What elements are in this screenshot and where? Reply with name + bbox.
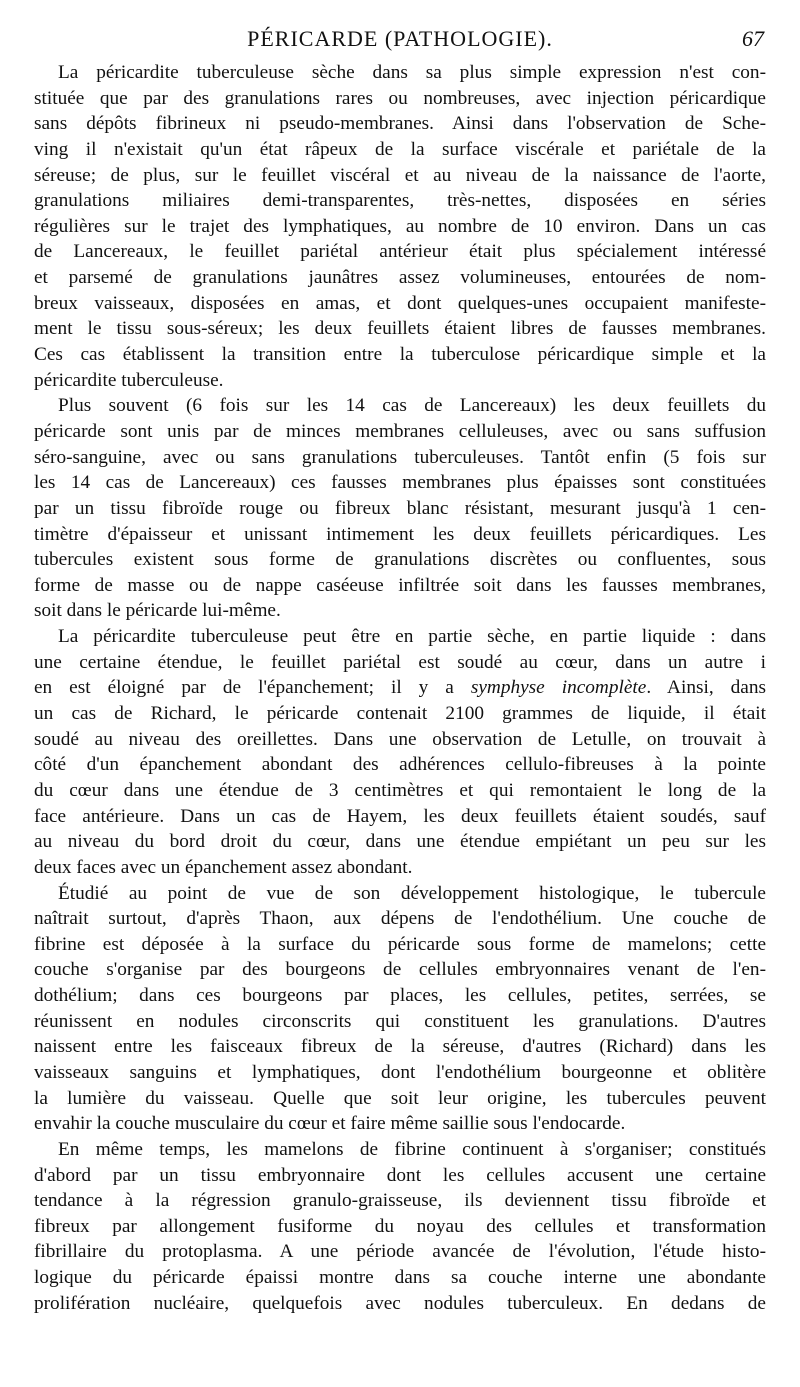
paragraph — [34, 881, 766, 1137]
text-line: fibrillaire du protoplasma. A une période avancée de l'évolution, l'étude histo- — [34, 1241, 766, 1263]
text-line: dothélium; dans ces bourgeons par places, les cellules, petites, serrées, se — [34, 985, 766, 1007]
text-line: par un tissu fibroïde rouge ou fibreux blanc résistant, mesurant jusqu'à 1 cen- — [34, 497, 766, 519]
paragraph — [34, 1137, 766, 1316]
text-line: tendance à la régression granulo-graisseuse, ils deviennent tissu fibroïde et — [34, 1190, 766, 1212]
text-line: envahir la couche musculaire du cœur et faire même saillie sous l'endocarde. — [34, 1113, 626, 1135]
text-line: côté d'un épanchement abondant des adhérences cellulo-fibreuses à la pointe — [34, 754, 766, 776]
text-line: ving il n'existait qu'un état râpeux de la surface viscérale et pariétale de la — [34, 138, 766, 160]
text-line: soit dans le péricarde lui-même. — [34, 600, 281, 622]
text-line: une certaine étendue, le feuillet pariétal est soudé au cœur, dans un autre i — [34, 651, 766, 673]
text-line: séreuse; de plus, sur le feuillet viscéral et au niveau de la naissance de l'aorte, — [34, 164, 766, 186]
text-line: breux vaisseaux, disposées en amas, et dont quelques-unes occupaient manifeste- — [34, 292, 766, 314]
running-title: PÉRICARDE (PATHOLOGIE). — [247, 26, 553, 51]
text-line: logique du péricarde épaissi montre dans sa couche interne une abondante — [34, 1267, 766, 1289]
text-line: Ces cas établissent la transition entre la tuberculose péricardique simple et la — [34, 344, 766, 366]
text-line: au niveau du bord droit du cœur, dans une étendue empiétant un peu sur les — [34, 831, 766, 853]
text-line: Étudié au point de vue de son développement histologique, le tubercule — [58, 882, 766, 904]
text-line: prolifération nucléaire, quelquefois avec nodules tuberculeux. En dedans de — [34, 1292, 766, 1314]
text-line: d'abord par un tissu embryonnaire dont les cellules accusent une certaine — [34, 1164, 766, 1186]
text-line: les 14 cas de Lancereaux) ces fausses membranes plus épaisses sont constituées — [34, 472, 766, 494]
text-line: un cas de Richard, le péricarde contenait 2100 grammes de liquide, il était — [34, 703, 766, 725]
text-line: réunissent en nodules circonscrits qui constituent les granulations. D'autres — [34, 1010, 766, 1032]
text-line: et parsemé de granulations jaunâtres assez volumineuses, entourées de nom- — [34, 267, 766, 289]
text-line: ment le tissu sous-séreux; les deux feuillets étaient libres de fausses membranes. — [34, 318, 766, 340]
paragraph — [34, 624, 766, 880]
text-line: fibrine est déposée à la surface du péricarde sous forme de mamelons; cette — [34, 933, 766, 955]
text-line: face antérieure. Dans un cas de Hayem, les deux feuillets étaient soudés, sauf — [34, 805, 766, 827]
text-line: En même temps, les mamelons de fibrine continuent à s'organiser; constitués — [58, 1138, 766, 1160]
text-line: sans dépôts fibrineux ni pseudo-membranes. Ainsi dans l'observation de Sche- — [34, 113, 766, 135]
text-line: La péricardite tuberculeuse peut être en partie sèche, en partie liquide : dans — [58, 626, 766, 648]
text-line: deux faces avec un épanchement assez abondant. — [34, 856, 413, 878]
text-line: granulations miliaires demi-transparentes, très-nettes, disposées en séries — [34, 190, 766, 212]
text-segment: . Ainsi, dans — [646, 677, 766, 699]
text-line: péricardite tuberculeuse. — [34, 369, 224, 391]
text-line: la lumière du vaisseau. Quelle que soit leur origine, les tubercules peuvent — [34, 1087, 766, 1109]
text-line: stituée que par des granulations rares ou nombreuses, avec injection péricardique — [34, 87, 766, 109]
text-line: forme de masse ou de nappe caséeuse infiltrée soit dans les fausses membranes, — [34, 574, 766, 596]
text-line: régulières sur le trajet des lymphatiques, au nombre de 10 environ. Dans un cas — [34, 215, 766, 237]
text-line: Plus souvent (6 fois sur les 14 cas de Lancereaux) les deux feuillets du — [58, 395, 766, 417]
text-line: séro-sanguine, avec ou sans granulations tuberculeuses. Tantôt enfin (5 fois sur — [34, 446, 766, 468]
text-line: naîtrait surtout, d'après Thaon, aux dépens de l'endothélium. Une couche de — [34, 908, 766, 930]
text-line: naissent entre les faisceaux fibreux de la séreuse, d'autres (Richard) dans les — [34, 1036, 766, 1058]
text-line: vaisseaux sanguins et lymphatiques, dont l'endothélium bourgeonne et oblitère — [34, 1061, 766, 1083]
body-text — [34, 60, 766, 1316]
italic-phrase: symphyse incomplète — [470, 677, 647, 699]
paragraph — [34, 60, 766, 393]
text-line: de Lancereaux, le feuillet pariétal antérieur était plus spécialement intéressé — [34, 241, 766, 263]
text-line: péricarde sont unis par de minces membranes celluleuses, avec ou sans suffusion — [34, 420, 766, 442]
text-line: couche s'organise par des bourgeons de cellules embryonnaires venant de l'en- — [34, 959, 766, 981]
text-line: tubercules existent sous forme de granulations discrètes ou confluentes, sous — [34, 549, 766, 571]
text-line: La péricardite tuberculeuse sèche dans sa plus simple expression n'est con- — [58, 62, 766, 83]
text-line: fibreux par allongement fusiforme du noyau des cellules et transformation — [34, 1215, 766, 1237]
text-line-with-italic — [34, 675, 766, 701]
text-segment: en est éloigné par de l'épanchement; il y a — [34, 677, 471, 699]
page-header — [34, 22, 766, 56]
paragraph — [34, 393, 766, 624]
text-line: timètre d'épaisseur et unissant intimement les deux feuillets péricardiques. Les — [34, 523, 766, 545]
page-number: 67 — [742, 26, 764, 51]
text-line: du cœur dans une étendue de 3 centimètres et qui remontaient le long de la — [34, 779, 766, 801]
text-line: soudé au niveau des oreillettes. Dans une observation de Letulle, on trouvait à — [34, 728, 766, 750]
